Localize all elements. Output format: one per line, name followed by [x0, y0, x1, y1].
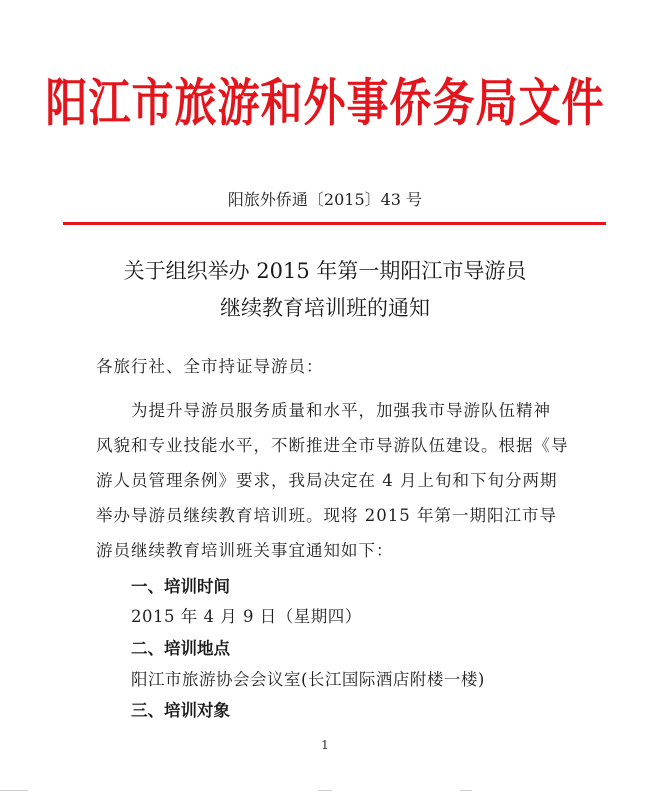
scan-edge-mark [460, 790, 472, 791]
section-heading-location: 二、培训地点 [131, 639, 230, 658]
page-number: 1 [321, 738, 329, 752]
notice-title-line-1: 关于组织举办 2015 年第一期阳江市导游员 [123, 259, 527, 283]
scan-edge-mark [318, 790, 332, 791]
section-content-time: 2015 年 4 月 9 日（星期四） [131, 607, 362, 626]
paragraph-line: 游员继续教育培训班关事宜通知如下： [96, 541, 394, 560]
section-content-location: 阳江市旅游协会会议室(长江国际酒店附楼一楼) [131, 670, 485, 689]
paragraph-line: 风貌和专业技能水平，不断推进全市导游队伍建设。根据《导 [96, 436, 569, 455]
paragraph-line: 为提升导游员服务质量和水平，加强我市导游队伍精神 [131, 401, 551, 420]
notice-title-line-2: 继续教育培训班的通知 [220, 296, 430, 320]
header-red-rule [63, 222, 606, 225]
document-header-title: 阳江市旅游和外事侨务局文件 [45, 73, 605, 133]
addressee: 各旅行社、全市持证导游员： [96, 357, 324, 376]
scan-edge-mark [0, 790, 28, 791]
paragraph-line: 举办导游员继续教育培训班。现将 2015 年第一期阳江市导 [96, 506, 557, 525]
section-heading-time: 一、培训时间 [131, 577, 230, 596]
paragraph-line: 游人员管理条例》要求，我局决定在 4 月上旬和下旬分两期 [96, 471, 558, 490]
document-number: 阳旅外侨通〔2015〕43 号 [227, 190, 423, 209]
section-heading-audience: 三、培训对象 [131, 701, 230, 720]
